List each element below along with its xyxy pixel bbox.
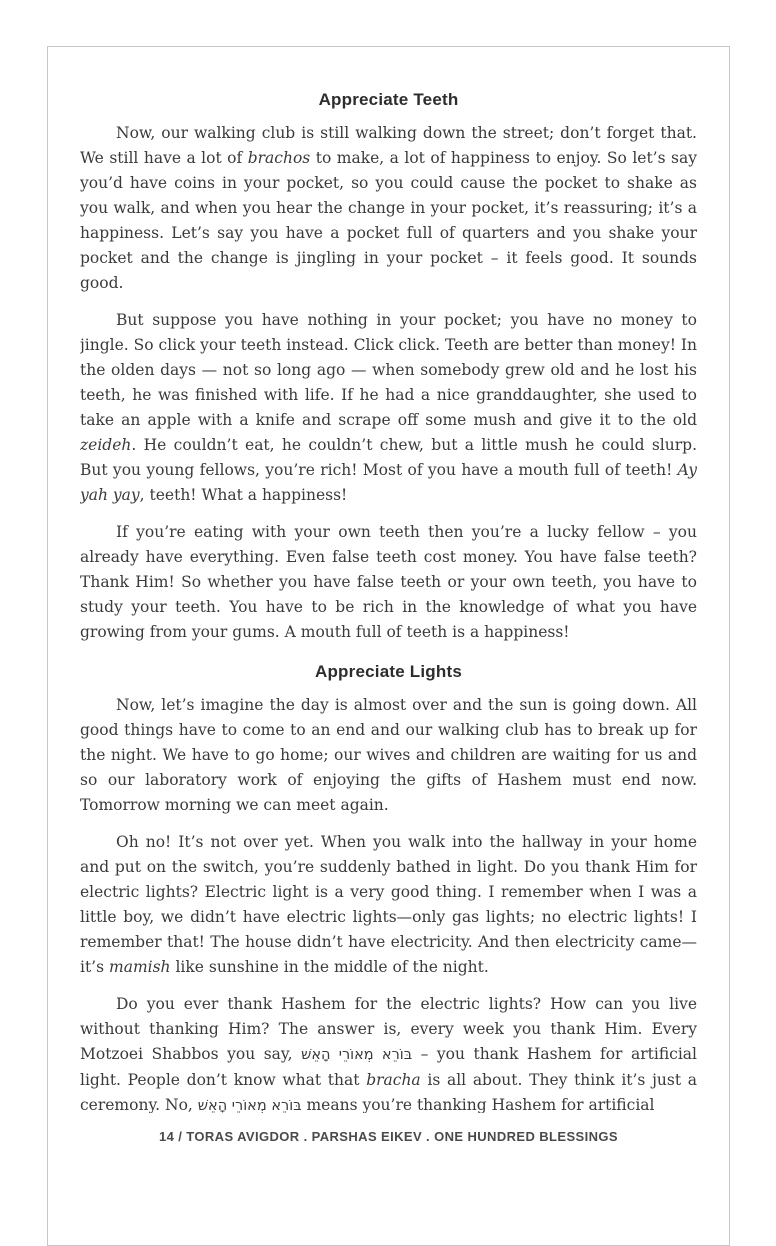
hebrew-blessing: בּוֹרֵא מְאוֹרֵי הָאֵשׁ xyxy=(301,1047,413,1063)
italic-term: zeideh xyxy=(80,436,132,454)
section-heading: Appreciate Lights xyxy=(315,662,462,681)
text-run: means you’re thanking Hashem for artificial xyxy=(301,1096,655,1113)
text-run: Now, let’s imagine the day is almost over and the sun is going down. All good things have to come to an end and our walking club has to break up for the night. We have to go home; our wives and children are waiting for us and so our laboratory work of enjoying the gifts of Hashem must end now. Tomorrow morning we can meet again. xyxy=(80,696,697,814)
paragraph xyxy=(80,830,697,980)
book-page xyxy=(47,46,730,1246)
text-run: , teeth! What a happiness! xyxy=(139,486,348,504)
italic-term: mamish xyxy=(109,958,171,976)
paragraph xyxy=(80,992,697,1113)
paragraph xyxy=(80,308,697,508)
italic-term: bracha xyxy=(366,1071,421,1089)
text-run: to make, a lot of happiness to enjoy. So let’s say you’d have coins in your pocket, so you could cause the pocket to shake as you walk, and when you hear the change in your pocket, it’s reassuring; it’s a happiness. Let’s say you have a pocket full of quarters and you shake your pocket and the change is jingling in your pocket – it feels good. It sounds good. xyxy=(80,149,697,292)
text-run: is all about. They think it’s just a ceremony. No, xyxy=(80,1071,697,1113)
text-run: – you thank Hashem for artificial light. People don’t know what that xyxy=(80,1045,697,1089)
running-footer: 14 / TORAS AVIGDOR . PARSHAS EIKEV . ONE HUNDRED BLESSINGS xyxy=(158,1129,618,1144)
text-run: But suppose you have nothing in your pocket; you have no money to jingle. So click your teeth instead. Click click. Teeth are better than money! In the olden days — not so long ago — when somebody grew old and he lost his teeth, he was finished with life. If he had a nice granddaughter, she used to take an apple with a knife and scrape off some mush and give it to the old xyxy=(80,311,697,429)
text-run: . He couldn’t eat, he couldn’t chew, but a little mush he could slurp. But you young fellows, you’re rich! Most of you have a mouth full of teeth! xyxy=(80,436,697,479)
text-run: Oh no! It’s not over yet. When you walk into the hallway in your home and put on the switch, you’re suddenly bathed in light. Do you thank Him for electric lights? Electric light is a very good thing. I remember when I was a little boy, we didn’t have electric lights—only gas lights; no electric lights! I remember that! The house didn’t have electricity. And then electricity came—it’s xyxy=(80,833,697,976)
section-heading: Appreciate Teeth xyxy=(318,90,459,109)
text-run: Do you ever thank Hashem for the electric lights? How can you live without thanking Him? The answer is, every week you thank Him. Every Motzoei Shabbos you say, xyxy=(80,995,697,1063)
text-run: Now, our walking club is still walking down the street; don’t forget that. We still have a lot of xyxy=(80,124,697,167)
text-run: If you’re eating with your own teeth then you’re a lucky fellow – you already have everything. Even false teeth cost money. You have false teeth? Thank Him! So whether you have false teeth or your own teeth, you have to study your teeth. You have to be rich in the knowledge of what you have growing from your gums. A mouth full of teeth is a happiness! xyxy=(80,523,697,641)
italic-term: brachos xyxy=(247,149,311,167)
paragraph xyxy=(80,520,697,645)
paragraph xyxy=(80,693,697,818)
hebrew-blessing: בּוֹרֵא מְאוֹרֵי הָאֵשׁ xyxy=(197,1098,302,1113)
paragraph xyxy=(80,121,697,296)
text-run: like sunshine in the middle of the night. xyxy=(170,958,489,976)
italic-term: Ay yah yay xyxy=(80,461,697,504)
page-content xyxy=(80,89,697,1113)
